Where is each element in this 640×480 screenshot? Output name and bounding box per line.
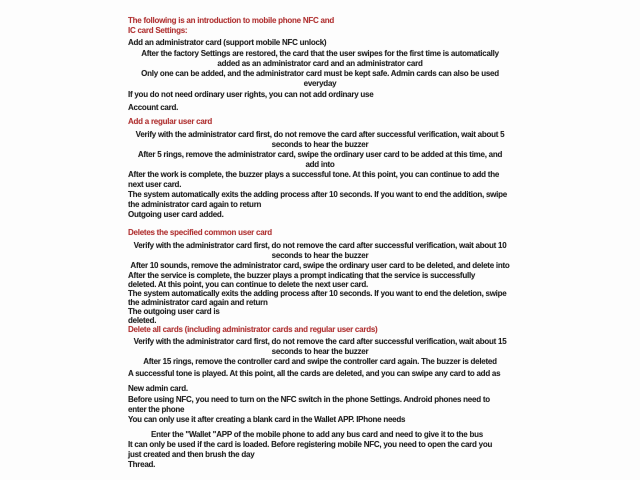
paragraph	[128, 384, 512, 394]
section-heading	[128, 228, 512, 238]
text-line: If you do not need ordinary user rights, you can not add ordinary use	[128, 90, 374, 99]
text-line: deleted. At this point, you can continue to delete the next user card.	[128, 280, 369, 289]
text-line: next user card.	[128, 180, 182, 189]
text-line: Delete all cards (including administrator cards and regular user cards)	[128, 325, 378, 334]
text-line: Verify with the administrator card first, do not remove the card after successful verification, wait about 15	[133, 337, 507, 346]
text-line: Thread.	[128, 460, 156, 469]
text-line: New admin card.	[128, 384, 188, 393]
paragraph	[128, 357, 512, 367]
paragraph	[128, 170, 512, 190]
text-line: The outgoing user card is	[128, 307, 220, 316]
text-line: IC card Settings:	[128, 26, 188, 35]
text-line: The system automatically exits the adding process after 10 seconds. If you want to end the deletion, swipe	[128, 289, 507, 298]
paragraph	[128, 430, 512, 440]
paragraph	[128, 337, 512, 357]
paragraph	[128, 210, 512, 220]
text-line: Add an administrator card (support mobile NFC unlock)	[128, 38, 327, 47]
text-line: After the factory Settings are restored, the card that the user swipes for the first time is automatically	[141, 49, 499, 58]
text-line: added as an administrator card and an administrator card	[217, 59, 423, 68]
text-line: The following is an introduction to mobile phone NFC and	[128, 16, 334, 25]
section-heading	[128, 117, 512, 127]
text-line: After 5 rings, remove the administrator card, swipe the ordinary user card to be added at this time, and	[137, 150, 503, 159]
paragraph	[128, 130, 512, 150]
text-line: Add a regular user card	[128, 117, 213, 126]
paragraph	[128, 395, 512, 415]
text-line: After the work is complete, the buzzer plays a successful tone. At this point, you can continue to add the	[128, 170, 500, 179]
text-line: enter the phone	[128, 405, 185, 414]
text-line: seconds to hear the buzzer	[271, 251, 369, 260]
paragraph	[128, 261, 512, 271]
text-line: After the service is complete, the buzzer plays a prompt indicating that the service is successfully	[128, 271, 476, 280]
paragraph	[128, 460, 512, 470]
text-line: Enter the "Wallet "APP of the mobile phone to add any bus card and need to give it to the bus	[151, 430, 483, 439]
paragraph	[128, 69, 512, 89]
text-line: seconds to hear the buzzer	[271, 347, 369, 356]
text-line: A successful tone is played. At this point, all the cards are deleted, and you can swipe any card to add as	[128, 369, 501, 378]
text-line: the administrator card again and return	[128, 298, 268, 307]
section-heading	[128, 325, 512, 335]
paragraph	[128, 241, 512, 261]
paragraph	[128, 307, 512, 325]
text-line: Verify with the administrator card first, do not remove the card after successful verification, wait about 5	[135, 130, 505, 139]
paragraph	[128, 415, 512, 425]
section-heading	[128, 16, 512, 36]
text-line: After 10 sounds, remove the administrator card, swipe the ordinary user card to be deleted, and delete into	[130, 261, 510, 270]
document-body	[128, 16, 512, 470]
text-line: Deletes the specified common user card	[128, 228, 272, 237]
text-line: add into	[305, 160, 335, 169]
text-line: Before using NFC, you need to turn on the NFC switch in the phone Settings. Android phones need to	[128, 395, 490, 404]
text-line: Outgoing user card added.	[128, 210, 224, 219]
text-line: seconds to hear the buzzer	[271, 140, 369, 149]
text-line: deleted.	[128, 316, 157, 325]
paragraph	[128, 440, 512, 460]
paragraph	[128, 90, 512, 100]
paragraph	[128, 150, 512, 170]
paragraph	[128, 103, 512, 113]
paragraph	[128, 38, 512, 48]
paragraph	[128, 190, 512, 210]
text-line: Verify with the administrator card first, do not remove the card after successful verification, wait about 10	[133, 241, 507, 250]
text-line: After 15 rings, remove the controller card and swipe the controller card again. The buzzer is deleted	[143, 357, 497, 366]
paragraph	[128, 271, 512, 289]
text-line: the administrator card again to return	[128, 200, 262, 209]
paragraph	[128, 369, 512, 379]
text-line: You can only use it after creating a blank card in the Wallet APP. IPhone needs	[128, 415, 406, 424]
text-line: just created and then brush the day	[128, 450, 255, 459]
text-line: everyday	[303, 79, 337, 88]
paragraph	[128, 49, 512, 69]
text-line: Only one can be added, and the administrator card must be kept safe. Admin cards can also be used	[141, 69, 499, 78]
text-line: Account card.	[128, 103, 179, 112]
text-line: The system automatically exits the adding process after 10 seconds. If you want to end the addition, swipe	[128, 190, 507, 199]
text-line: It can only be used if the card is loaded. Before registering mobile NFC, you need to open the card you	[128, 440, 493, 449]
paragraph	[128, 289, 512, 307]
